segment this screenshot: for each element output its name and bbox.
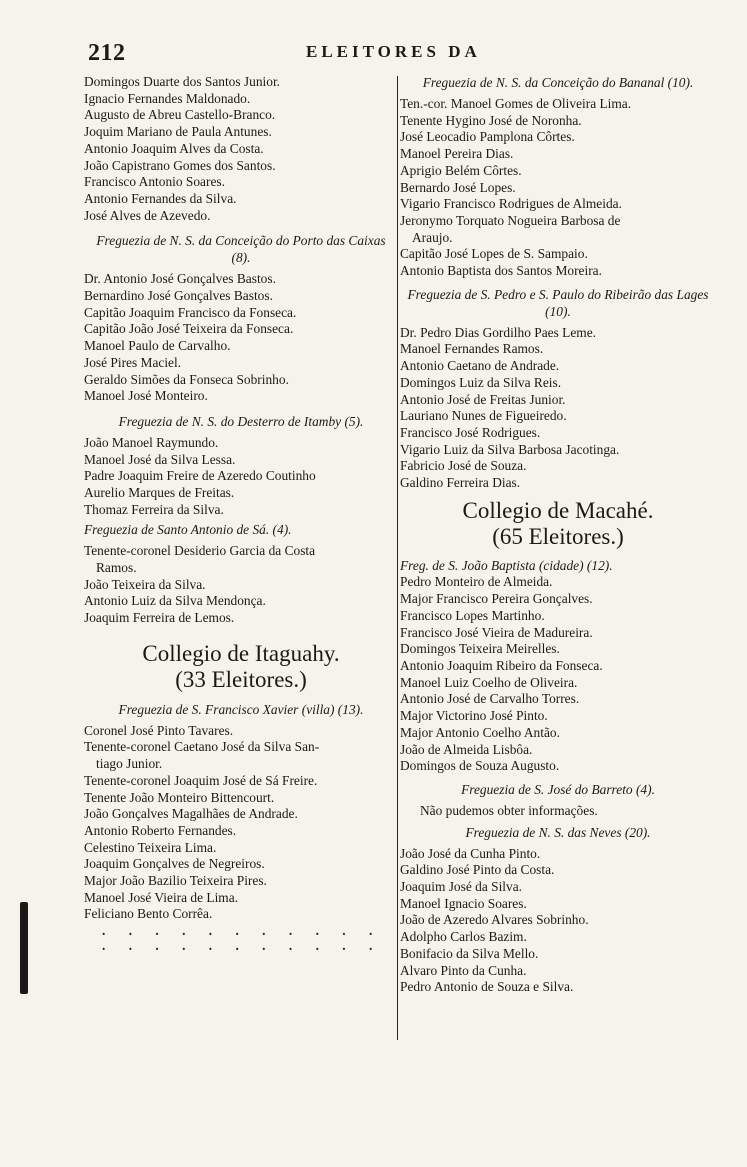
right-column [400, 74, 716, 996]
elector-entry: Joaquim Ferreira de Lemos. [84, 609, 235, 625]
elector-entry: Dr. Antonio José Gonçalves Bastos. [84, 271, 276, 287]
parish-heading: Freguezia de S. Pedro e S. Paulo do Ribeirão das Lages (10). [407, 286, 709, 319]
left-column [84, 74, 398, 953]
page-number: 212 [88, 40, 126, 66]
elector-entry: Bonifacio da Silva Mello. [400, 945, 539, 961]
elector-entry: Bernardo José Lopes. [400, 179, 516, 195]
elector-entry-continuation: tiago Junior. [96, 756, 163, 772]
elector-entry: Antonio Fernandes da Silva. [84, 190, 237, 206]
parish-heading: Freg. de S. João Baptista (cidade) (12). [400, 557, 613, 573]
ellipsis-dots: . . . . . . . . . . . [102, 923, 383, 939]
elector-entry: Pedro Antonio de Souza e Silva. [400, 979, 574, 995]
elector-entry: Manoel José Monteiro. [84, 388, 208, 404]
elector-entry: Dr. Pedro Dias Gordilho Paes Leme. [400, 324, 596, 340]
elector-entry: Geraldo Simões da Fonseca Sobrinho. [84, 371, 289, 387]
elector-entry: Thomaz Ferreira da Silva. [84, 501, 224, 517]
elector-entry: Domingos de Souza Augusto. [400, 758, 560, 774]
elector-entry: Joaquim José da Silva. [400, 879, 522, 895]
elector-entry: Galdino José Pinto da Costa. [400, 862, 555, 878]
elector-entry: Feliciano Bento Corrêa. [84, 906, 213, 922]
elector-entry: Manoel José da Silva Lessa. [84, 451, 236, 467]
college-title: Collegio de Macahé. [462, 497, 654, 523]
parish-heading: Freguezia de N. S. da Conceição do Bananal (10). [422, 75, 694, 90]
elector-entry: Capitão João José Teixeira da Fonseca. [84, 321, 294, 337]
elector-entry: Aprigio Belém Côrtes. [400, 162, 522, 178]
elector-entry: Manoel Luiz Coelho de Oliveira. [400, 674, 578, 690]
elector-entry: Celestino Teixeira Lima. [84, 839, 217, 855]
elector-entry: Francisco Antonio Soares. [84, 174, 225, 190]
elector-entry: José Leocadio Pamplona Côrtes. [400, 129, 575, 145]
elector-entry: João José da Cunha Pinto. [400, 845, 541, 861]
college-count: (65 Eleitores.) [492, 523, 624, 549]
elector-entry: João Gonçalves Magalhães de Andrade. [84, 806, 298, 822]
note-text: Não pudemos obter informações. [420, 802, 598, 818]
elector-entry: Antonio Baptista dos Santos Moreira. [400, 263, 602, 279]
elector-entry: Ten.-cor. Manoel Gomes de Oliveira Lima. [400, 96, 632, 111]
elector-entry: Domingos Luiz da Silva Reis. [400, 374, 562, 390]
elector-entry: Tenente-coronel Desiderio Garcia da Costa [84, 543, 316, 559]
elector-entry: Bernardino José Gonçalves Bastos. [84, 288, 273, 304]
parish-heading: Freguezia de N. S. do Desterro de Itamby (5). [118, 413, 364, 429]
elector-entry: Ignacio Fernandes Maldonado. [84, 90, 251, 106]
elector-entry: Capitão Joaquim Francisco da Fonseca. [84, 304, 297, 320]
elector-entry: Antonio José de Carvalho Torres. [400, 691, 580, 707]
parish-heading: Freguezia de N. S. da Conceição do Porto das Caixas (8). [96, 233, 386, 266]
elector-entry: Vigario Francisco Rodrigues de Almeida. [400, 196, 622, 212]
elector-entry: Francisco José Rodrigues. [400, 424, 541, 440]
college-count: (33 Eleitores.) [175, 666, 307, 692]
college-title: Collegio de Itaguahy. [142, 640, 340, 666]
elector-entry: Galdino Ferreira Dias. [400, 475, 521, 491]
elector-entry: Manoel José Vieira de Lima. [84, 889, 239, 905]
parish-heading: Freguezia de Santo Antonio de Sá. (4). [84, 522, 292, 538]
elector-entry: Major Francisco Pereira Gonçalves. [400, 591, 593, 607]
elector-entry: Aurelio Marques de Freitas. [84, 485, 235, 501]
elector-entry: Major Victorino José Pinto. [400, 708, 548, 724]
elector-entry: Pedro Monteiro de Almeida. [400, 574, 553, 590]
elector-entry: Tenente-coronel Caetano José da Silva San- [84, 739, 320, 755]
elector-entry: Fabricio José de Souza. [400, 458, 527, 474]
elector-entry: Manoel Paulo de Carvalho. [84, 338, 231, 354]
ellipsis-dots: . . . . . . . . . . . [102, 938, 383, 954]
elector-entry: José Pires Maciel. [84, 354, 182, 370]
elector-entry: Capitão José Lopes de S. Sampaio. [400, 246, 588, 262]
running-header: ELEITORES DA [306, 42, 481, 61]
elector-entry: Manoel Ignacio Soares. [400, 895, 527, 911]
elector-entry: Antonio Luiz da Silva Mendonça. [84, 593, 266, 609]
elector-entry: Manoel Pereira Dias. [400, 146, 514, 162]
parish-heading: Freguezia de N. S. das Neves (20). [465, 824, 651, 840]
margin-mark [20, 902, 28, 994]
elector-entry: Tenente João Monteiro Bittencourt. [84, 789, 275, 805]
elector-entry: Adolpho Carlos Bazim. [400, 929, 527, 945]
college-heading [84, 641, 398, 693]
elector-entry: Antonio Joaquim Ribeiro da Fonseca. [400, 657, 603, 673]
elector-entry: Coronel José Pinto Tavares. [84, 722, 234, 738]
elector-entry: Tenente Hygino José de Noronha. [400, 112, 582, 128]
elector-entry: Augusto de Abreu Castello-Branco. [84, 107, 276, 123]
elector-entry: Lauriano Nunes de Figueiredo. [400, 408, 567, 424]
elector-entry: Domingos Teixeira Meirelles. [400, 641, 560, 657]
elector-entry: Joaquim Gonçalves de Negreiros. [84, 856, 265, 872]
elector-entry: Domingos Duarte dos Santos Junior. [84, 74, 281, 89]
elector-entry: João Capistrano Gomes dos Santos. [84, 157, 276, 173]
elector-entry: Francisco José Vieira de Madureira. [400, 624, 593, 640]
elector-entry: Alvaro Pinto da Cunha. [400, 962, 527, 978]
elector-entry: João Manoel Raymundo. [84, 434, 219, 450]
college-heading [400, 498, 716, 550]
elector-entry: Tenente-coronel Joaquim José de Sá Freire. [84, 772, 318, 788]
elector-entry: Padre Joaquim Freire de Azeredo Coutinho [84, 468, 316, 484]
elector-entry: João Teixeira da Silva. [84, 576, 206, 592]
elector-entry: Jeronymo Torquato Nogueira Barbosa de [400, 212, 621, 228]
elector-entry: Major João Bazilio Teixeira Pires. [84, 873, 267, 889]
elector-entry: Joquim Mariano de Paula Antunes. [84, 124, 272, 140]
parish-heading: Freguezia de S. José do Barreto (4). [461, 781, 655, 797]
elector-entry: Manoel Fernandes Ramos. [400, 341, 544, 357]
elector-entry: Antonio Roberto Fernandes. [84, 822, 237, 838]
elector-entry: Antonio Caetano de Andrade. [400, 358, 560, 374]
elector-entry: Antonio Joaquim Alves da Costa. [84, 140, 264, 156]
elector-entry-continuation: Ramos. [96, 559, 137, 575]
elector-entry: Major Antonio Coelho Antão. [400, 724, 560, 740]
elector-entry: João de Azeredo Alvares Sobrinho. [400, 912, 589, 928]
elector-entry: Francisco Lopes Martinho. [400, 607, 545, 623]
elector-entry: José Alves de Azevedo. [84, 207, 211, 223]
elector-entry: João de Almeida Lisbôa. [400, 741, 533, 757]
elector-entry-continuation: Araujo. [412, 229, 453, 245]
elector-entry: Vigario Luiz da Silva Barbosa Jacotinga. [400, 441, 620, 457]
elector-entry: Antonio José de Freitas Junior. [400, 391, 566, 407]
parish-heading: Freguezia de S. Francisco Xavier (villa) (13). [118, 701, 364, 717]
